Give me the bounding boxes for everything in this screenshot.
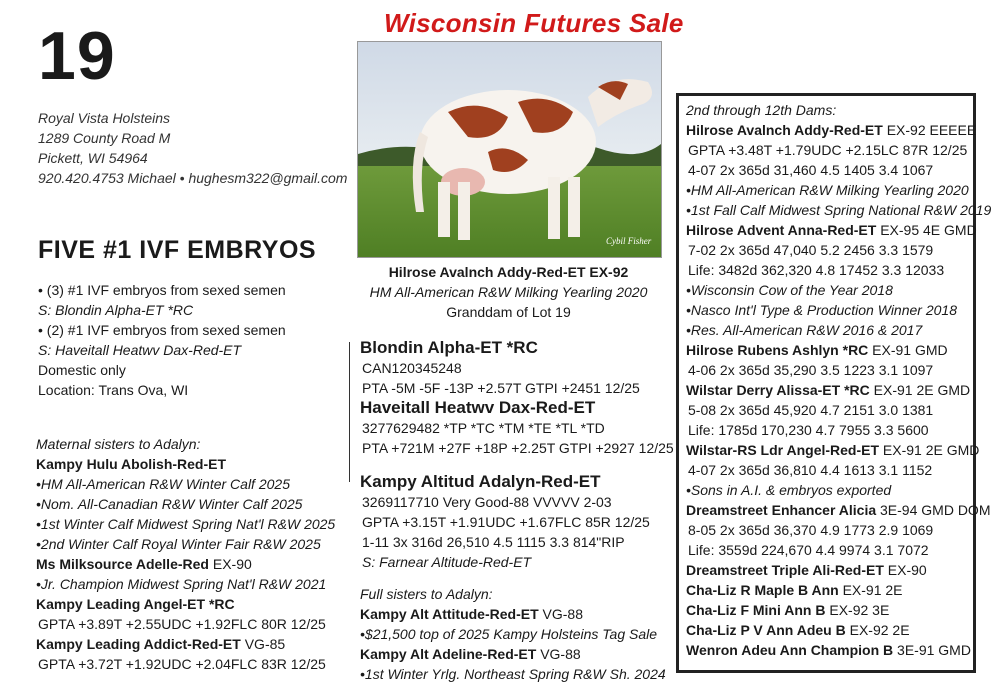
sires-section	[360, 338, 680, 458]
maternal-sister-line: GPTA +3.72T +1.92UDC +2.04FLC 83R 12/25	[38, 656, 326, 672]
dam-section	[360, 472, 680, 572]
dam-record-line: •Res. All-American R&W 2016 & 2017	[686, 322, 923, 338]
maternal-sister-line: GPTA +3.89T +2.55UDC +1.92FLC 80R 12/25	[38, 616, 326, 632]
dams-box	[686, 100, 992, 660]
maternal-sisters	[36, 434, 356, 674]
dam-line: 1-11 3x 316d 26,510 4.5 1115 3.3 814"RIP	[362, 534, 625, 550]
dam-line: 3269117710 Very Good-88 VVVVV 2-03	[362, 494, 612, 510]
dam-record-line: •Wisconsin Cow of the Year 2018	[686, 282, 893, 298]
full-sister-line: Kampy Alt Adeline-Red-ET VG-88	[360, 646, 581, 662]
maternal-sister-line: Kampy Hulu Abolish-Red-ET	[36, 456, 227, 472]
dam-record-line: 4-06 2x 365d 35,290 3.5 1223 3.1 1097	[688, 362, 934, 378]
sire2-name: Haveitall Heatwv Dax-Red-ET	[360, 398, 596, 417]
consignor-contact[interactable]: 920.420.4753 Michael • hughesm322@gmail.com	[38, 170, 348, 186]
offering-line: S: Haveitall Heatwv Dax-Red-ET	[38, 342, 242, 358]
dam-record-line: Cha-Liz P V Ann Adeu B EX-92 2E	[686, 622, 910, 638]
offering-heading: FIVE #1 IVF EMBRYOS	[38, 236, 317, 264]
offering-details	[38, 280, 338, 400]
full-sister-line: •1st Winter Yrlg. Northeast Spring R&W Sh. 2024	[360, 666, 666, 682]
dams-box-heading: 2nd through 12th Dams:	[686, 102, 837, 118]
maternal-sisters-heading: Maternal sisters to Adalyn:	[36, 436, 201, 452]
cow-photo	[357, 41, 662, 258]
dam-record-line: •HM All-American R&W Milking Yearling 2020	[686, 182, 969, 198]
dam-record-line: Hilrose Rubens Ashlyn *RC EX-91 GMD	[686, 342, 948, 358]
consignor-street: 1289 County Road M	[38, 130, 171, 146]
consignor-city: Pickett, WI 54964	[38, 150, 148, 166]
sire2-proof: PTA +721M +27F +18P +2.25T GTPI +2927 12/25	[362, 440, 674, 456]
dam-record-line: Wilstar Derry Alissa-ET *RC EX-91 2E GMD	[686, 382, 971, 398]
dam-record-line: •1st Fall Calf Midwest Spring National R&W 2019	[686, 202, 992, 218]
dam-record-line: Life: 3482d 362,320 4.8 17452 3.3 12033	[688, 262, 945, 278]
dam-record-line: Hilrose Avalnch Addy-Red-ET EX-92 EEEEE	[686, 122, 977, 138]
maternal-sister-line: •Nom. All-Canadian R&W Winter Calf 2025	[36, 496, 303, 512]
cow-photo-illustration	[358, 42, 661, 257]
photo-caption	[357, 262, 660, 322]
full-sisters-heading: Full sisters to Adalyn:	[360, 586, 493, 602]
offering-line: Location: Trans Ova, WI	[38, 382, 189, 398]
dam-record-line: Wilstar-RS Ldr Angel-Red-ET EX-91 2E GMD	[686, 442, 980, 458]
maternal-sister-line: Kampy Leading Addict-Red-ET VG-85	[36, 636, 286, 652]
dam-record-line: •Nasco Int'l Type & Production Winner 2018	[686, 302, 957, 318]
maternal-sister-line: Kampy Leading Angel-ET *RC	[36, 596, 235, 612]
dam-record-line: Cha-Liz F Mini Ann B EX-92 3E	[686, 602, 890, 618]
maternal-sister-line: •Jr. Champion Midwest Spring Nat'l R&W 2021	[36, 576, 327, 592]
dam-record-line: GPTA +3.48T +1.79UDC +2.15LC 87R 12/25	[688, 142, 968, 158]
photo-caption-award: HM All-American R&W Milking Yearling 2020	[369, 284, 648, 300]
maternal-sister-line: •2nd Winter Calf Royal Winter Fair R&W 2025	[36, 536, 321, 552]
maternal-sisters-list	[36, 454, 356, 674]
dam-line: GPTA +3.15T +1.91UDC +1.67FLC 85R 12/25	[362, 514, 650, 530]
sire1-id: CAN120345248	[362, 360, 462, 376]
full-sisters	[360, 584, 680, 684]
dam-record-line: Hilrose Advent Anna-Red-ET EX-95 4E GMD	[686, 222, 977, 238]
sire1-proof: PTA -5M -5F -13P +2.57T GTPI +2451 12/25	[362, 380, 640, 396]
dam-record-line: Cha-Liz R Maple B Ann EX-91 2E	[686, 582, 903, 598]
full-sister-line: Kampy Alt Attitude-Red-ET VG-88	[360, 606, 583, 622]
maternal-sister-line: Ms Milksource Adelle-Red EX-90	[36, 556, 252, 572]
photographer-mark: Cybil Fisher	[606, 236, 652, 246]
offering-line: Domestic only	[38, 362, 126, 378]
full-sisters-list	[360, 604, 680, 684]
dam-sire-line: S: Farnear Altitude-Red-ET	[362, 554, 532, 570]
consignor-address	[38, 108, 347, 188]
dam-record-line: Wenron Adeu Ann Champion B 3E-91 GMD	[686, 642, 971, 658]
dam-record-line: 7-02 2x 365d 47,040 5.2 2456 3.3 1579	[688, 242, 934, 258]
pedigree-bracket	[349, 342, 350, 482]
dam-record-line: 4-07 2x 365d 36,810 4.4 1613 3.1 1152	[688, 462, 933, 478]
dam-name: Kampy Altitud Adalyn-Red-ET	[360, 472, 601, 491]
consignor-name: Royal Vista Holsteins	[38, 110, 171, 126]
dam-record-line: Dreamstreet Enhancer Alicia 3E-94 GMD DOM	[686, 502, 991, 518]
dam-record-line: Dreamstreet Triple Ali-Red-ET EX-90	[686, 562, 927, 578]
sire2-id: 3277629482 *TP *TC *TM *TE *TL *TD	[362, 420, 605, 436]
offering-line: S: Blondin Alpha-ET *RC	[38, 302, 194, 318]
dam-record-line: 4-07 2x 365d 31,460 4.5 1405 3.4 1067	[688, 162, 934, 178]
sire1-name: Blondin Alpha-ET *RC	[360, 338, 538, 357]
dams-list	[686, 120, 992, 660]
maternal-sister-line: •1st Winter Calf Midwest Spring Nat'l R&W 2025	[36, 516, 336, 532]
dam-record-line: Life: 1785d 170,230 4.7 7955 3.3 5600	[688, 422, 929, 438]
dam-record-line: Life: 3559d 224,670 4.4 9974 3.1 7072	[688, 542, 929, 558]
full-sister-line: •$21,500 top of 2025 Kampy Holsteins Tag Sale	[360, 626, 658, 642]
offering-line: • (2) #1 IVF embryos from sexed semen	[38, 322, 286, 338]
photo-caption-name: Hilrose Avalnch Addy-Red-ET EX-92	[388, 264, 629, 280]
offering-line: • (3) #1 IVF embryos from sexed semen	[38, 282, 286, 298]
lot-number: 19	[38, 18, 116, 94]
dam-record-line: 5-08 2x 365d 45,920 4.7 2151 3.0 1381	[688, 402, 934, 418]
dam-record-line: 8-05 2x 365d 36,370 4.9 1773 2.9 1069	[688, 522, 934, 538]
maternal-sister-line: •HM All-American R&W Winter Calf 2025	[36, 476, 290, 492]
dam-record-line: •Sons in A.I. & embryos exported	[686, 482, 892, 498]
sale-title: Wisconsin Futures Sale	[384, 8, 684, 38]
photo-caption-relation: Granddam of Lot 19	[446, 304, 571, 320]
